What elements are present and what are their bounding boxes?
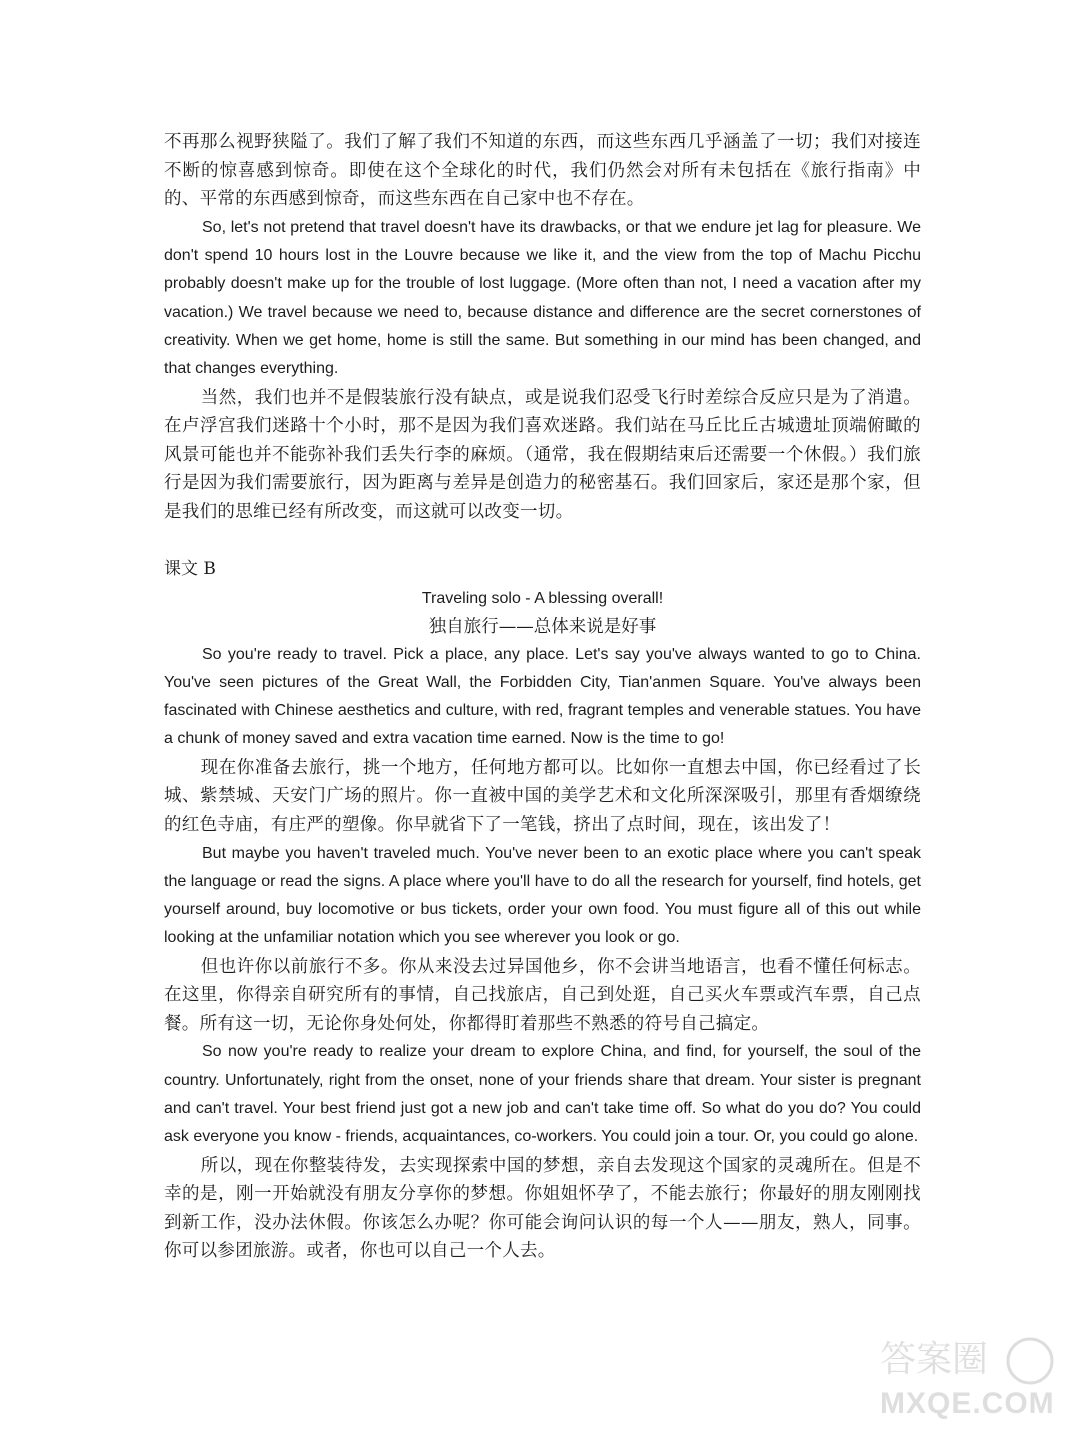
watermark-site-text: MXQE.COM bbox=[880, 1387, 1055, 1420]
paragraph-cn-ready-to-travel: 现在你准备去旅行，挑一个地方，任何地方都可以。比如你一直想去中国，你已经看过了长城、紫禁城、天安门广场的照片。你一直被中国的美学艺术和文化所深深吸引，那里有香烟缭绕的红色寺庙，有庄严的塑像。你早就省下了一笔钱，挤出了点时间，现在，该出发了！ bbox=[164, 757, 921, 835]
section-spacer bbox=[164, 527, 921, 545]
paragraph-en-not-traveled: But maybe you haven't traveled much. You've never been to an exotic place where you can't speak the language or read the signs. A place where you'll have to do all the research for yourself, find hotels, get yourself around, buy locomotive or bus tickets, order your own food. You must figure all of this out while looking at the unfamiliar notation which you see wherever you look or go. bbox=[164, 844, 921, 947]
paragraph-en-realize-dream: So now you're ready to realize your dream to explore China, and find, for yourself, the soul of the country. Unfortunately, right from the onset, none of your friends share that dream. Your sister is pregnant and can't travel. Your best friend just got a new job and can't take time off. So what do you do? You could ask everyone you know - friends, acquaintances, co-workers. You could join a tour. Or, you could go alone. bbox=[164, 1043, 921, 1146]
paragraph-cn-continued: 不再那么视野狭隘了。我们了解了我们不知道的东西，而这些东西几乎涵盖了一切；我们对接连不断的惊喜感到惊奇。即使在这个全球化的时代，我们仍然会对所有未包括在《旅行指南》中的、平常的东西感到惊奇，而这些东西在自己家中也不存在。 bbox=[164, 132, 921, 210]
section-label: 课文 B bbox=[164, 558, 216, 579]
watermark-brand-text: 答案圈 bbox=[880, 1339, 989, 1380]
paragraph-cn-realize-dream: 所以，现在你整装待发，去实现探索中国的梦想，亲自去发现这个国家的灵魂所在。但是不幸的是，刚一开始就没有朋友分享你的梦想。你姐姐怀孕了，不能去旅行；你最好的朋友刚刚找到新工作，没办法休假。你该怎么办呢？你可能会询问认识的每一个人——朋友，熟人，同事。你可以参团旅游。或者，你也可以自己一个人去。 bbox=[164, 1155, 921, 1262]
paragraph-cn-drawbacks: 当然，我们也并不是假装旅行没有缺点，或是说我们忍受飞行时差综合反应只是为了消遣。在卢浮宫我们迷路十个小时，那不是因为我们喜欢迷路。我们站在马丘比丘古城遗址顶端俯瞰的风景可能也并不能弥补我们丢失行李的麻烦。（通常，我在假期结束后还需要一个休假。）我们旅行是因为我们需要旅行，因为距离与差异是创造力的秘密基石。我们回家后，家还是那个家，但是我们的思维已经有所改变，而这就可以改变一切。 bbox=[164, 387, 921, 522]
paragraph-en-ready-to-travel: So you're ready to travel. Pick a place, any place. Let's say you've always wanted to go to China. You've seen pictures of the Great Wall, the Forbidden City, Tian'anmen Square. You've always been fascinated with Chinese aesthetics and culture, with red, fragrant temples and venerable statues. You have a chunk of money saved and extra vacation time earned. Now is the time to go! bbox=[164, 645, 921, 748]
watermark-logo bbox=[872, 1327, 1062, 1423]
paragraph-cn-not-traveled: 但也许你以前旅行不多。你从来没去过异国他乡，你不会讲当地语言，也看不懂任何标志。在这里，你得亲自研究所有的事情，自己找旅店，自己到处逛，自己买火车票或汽车票，自己点餐。所有这一切，无论你身处何处，你都得盯着那些不熟悉的符号自己搞定。 bbox=[164, 956, 921, 1034]
article-title-en: Traveling solo - A blessing overall! bbox=[421, 589, 664, 607]
paragraph-en-drawbacks: So, let's not pretend that travel doesn't have its drawbacks, or that we endure jet lag for pleasure. We don't spend 10 hours lost in the Louvre because we like it, and the view from the top of Machu Picchu probably doesn't make up for the trouble of lost luggage. (More often than not, I need a vacation after my vacation.) We travel because we need to, because distance and difference are the secret cornerstones of creativity. When we get home, home is still the same. But something in our mind has been changed, and that changes everything. bbox=[164, 218, 921, 378]
article-title-cn: 独自旅行——总体来说是好事 bbox=[428, 616, 657, 637]
document-body bbox=[164, 128, 921, 1266]
